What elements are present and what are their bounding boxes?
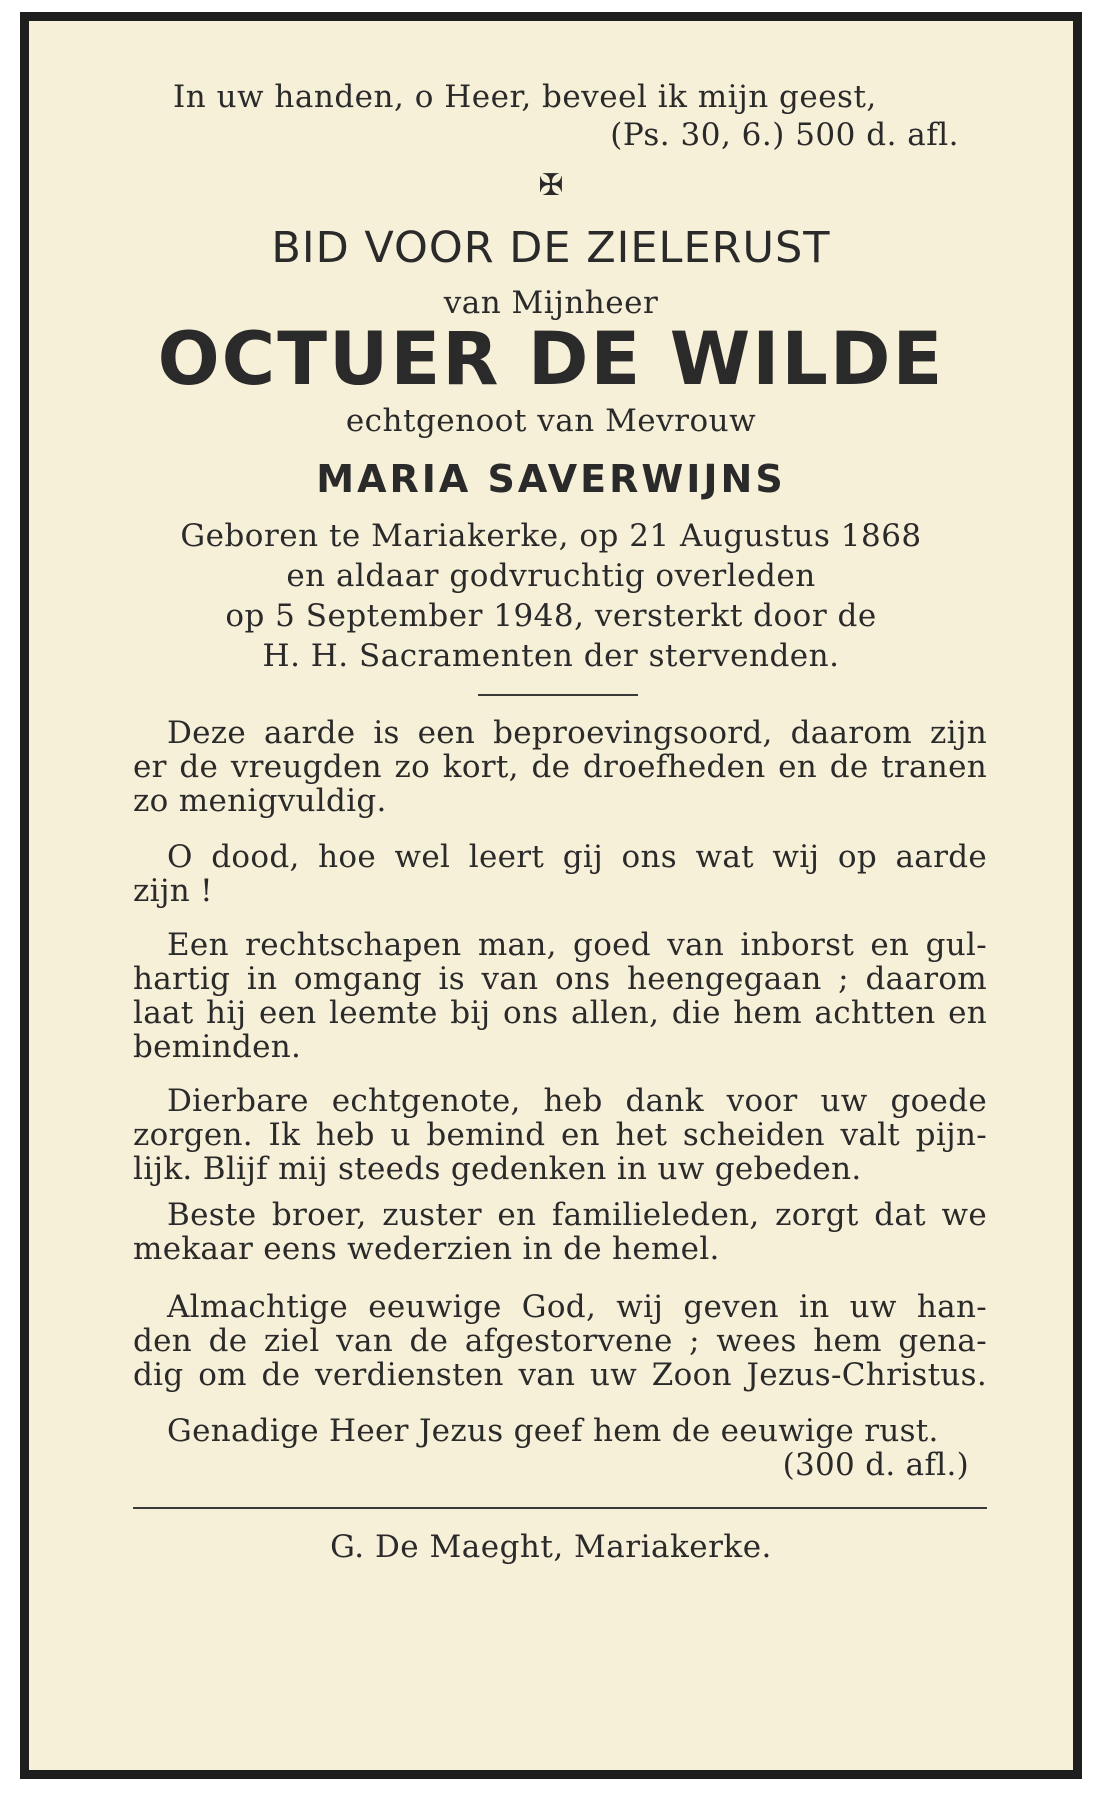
paragraph-line: laat hij een leemte bij ons allen, die hem achtten en bbox=[133, 995, 987, 1031]
paragraph-line: zorgen. Ik heb u bemind en het scheiden valt pijn- bbox=[133, 1117, 987, 1153]
life-line: H. H. Sacramenten der stervenden. bbox=[262, 638, 840, 674]
paragraph-line: Almachtige eeuwige God, wij geven in uw han- bbox=[167, 1289, 987, 1325]
printer: G. De Maeght, Mariakerke. bbox=[330, 1529, 772, 1565]
paragraph-line: Beste broer, zuster en familieleden, zorgt dat we bbox=[167, 1197, 987, 1233]
paragraph-line: O dood, hoe wel leert gij ons wat wij op aarde bbox=[167, 839, 987, 875]
paragraph-line: beminden. bbox=[133, 1029, 302, 1065]
indulgence: (300 d. afl.) bbox=[782, 1447, 969, 1483]
heading: BID VOOR DE ZIELERUST bbox=[271, 223, 831, 273]
paragraph-line: zo menigvuldig. bbox=[133, 783, 387, 819]
paragraph-line: lijk. Blijf mij steeds gedenken in uw gebeden. bbox=[133, 1151, 862, 1187]
spouse-prefix: echtgenoot van Mevrouw bbox=[345, 403, 757, 439]
life-line: Geboren te Mariakerke, op 21 Augustus 1868 bbox=[180, 518, 922, 554]
paragraph-line: Dierbare echtgenote, heb dank voor uw goede bbox=[167, 1083, 987, 1119]
epigraph-line-1: In uw handen, o Heer, beveel ik mijn geest, bbox=[173, 79, 877, 115]
life-line: en aldaar godvruchtig overleden bbox=[286, 558, 816, 594]
paragraph-line: Een rechtschapen man, goed van inborst en gul- bbox=[167, 927, 987, 963]
paragraph-line: den de ziel van de afgestorvene ; wees hem gena- bbox=[133, 1323, 987, 1359]
memorial-card bbox=[20, 12, 1082, 1779]
divider bbox=[478, 694, 638, 696]
paragraph-line: zijn ! bbox=[133, 873, 213, 909]
deceased-name: OCTUER DE WILDE bbox=[157, 317, 945, 402]
paragraph-line: er de vreugden zo kort, de droefheden en de tranen bbox=[133, 749, 987, 785]
spouse-name: MARIA SAVERWIJNS bbox=[316, 457, 786, 501]
paragraph-line: Deze aarde is een beproevingsoord, daarom zijn bbox=[167, 715, 987, 751]
paragraph-line: mekaar eens wederzien in de hemel. bbox=[133, 1231, 720, 1267]
paragraph-line: Genadige Heer Jezus geef hem de eeuwige rust. bbox=[167, 1413, 939, 1449]
paragraph-line: hartig in omgang is van ons heengegaan ; daarom bbox=[133, 961, 987, 997]
epigraph-reference: (Ps. 30, 6.) 500 d. afl. bbox=[610, 117, 959, 153]
paragraph-line: dig om de verdiensten van uw Zoon Jezus-Christus. bbox=[133, 1357, 987, 1393]
title-prefix: van Mijnheer bbox=[443, 285, 659, 321]
life-line: op 5 September 1948, versterkt door de bbox=[225, 598, 877, 634]
footer-divider bbox=[133, 1507, 987, 1509]
cross-icon: ✠ bbox=[538, 168, 564, 203]
